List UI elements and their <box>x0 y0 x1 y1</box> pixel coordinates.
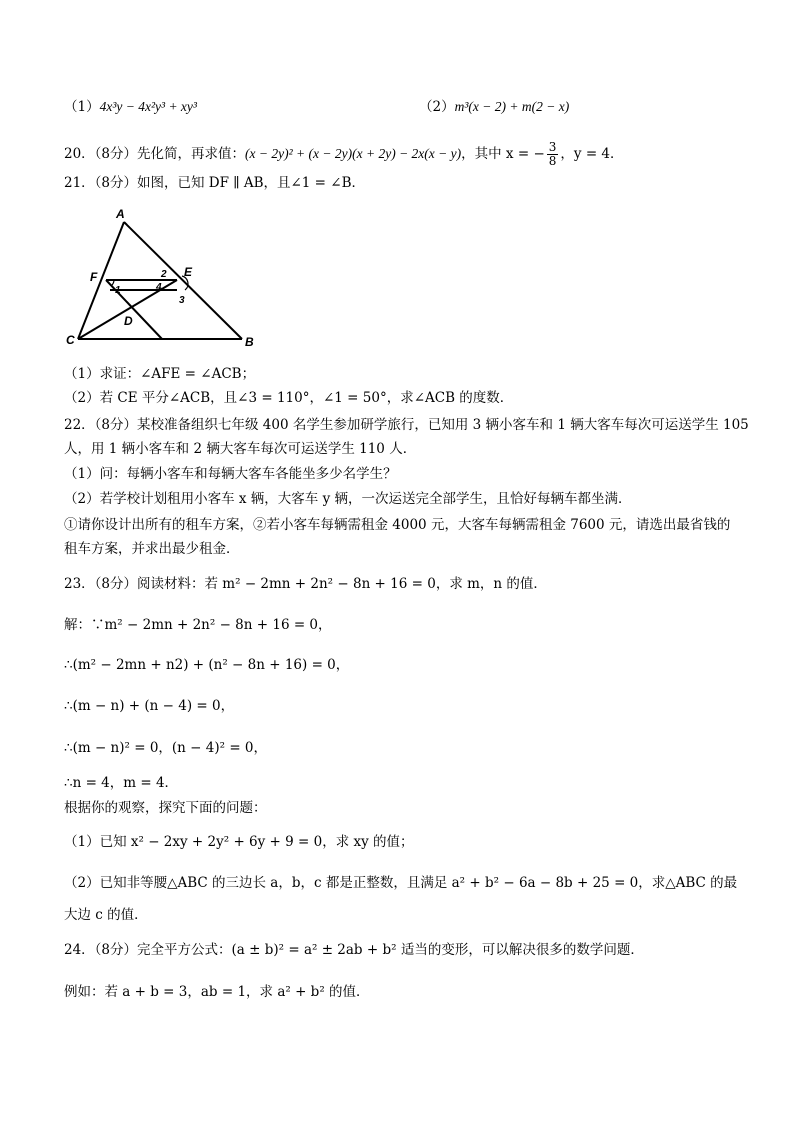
angle-label-1: 1 <box>115 285 121 296</box>
q23-part2-line1: （2）已知非等腰△ABC 的三边长 a，b，c 都是正整数，且满足 a² + b² − 6a − 8b + 25 = 0，求△ABC 的最 <box>64 875 738 891</box>
q19-part2-expression: m³(x − 2) + m(2 − x) <box>454 99 570 114</box>
q22-part2: （2）若学校计划租用小客车 x 辆，大客车 y 辆，一次运送完全部学生，且恰好每辆车都坐满． <box>64 491 632 507</box>
q19-part1-expression: 4x³y − 4x²y³ + xy³ <box>99 99 197 114</box>
point-B: B <box>245 335 254 349</box>
q21-triangle-figure <box>64 204 270 354</box>
q22-part3-line2: 租车方案，并求出最少租金． <box>64 541 240 557</box>
angle-label-4: 4 <box>156 282 162 293</box>
q24-title: 24．（8分）完全平方公式：(a ± b)² = a² ± 2ab + b² 适当的变形，可以解决很多的数学问题． <box>64 942 644 958</box>
q23-solution-step5: ∴n = 4，m = 4． <box>64 775 179 791</box>
q20-fraction <box>547 141 559 168</box>
q23-solution-step4: ∴(m − n)² = 0，(n − 4)² = 0， <box>64 740 268 756</box>
q19-line <box>64 98 570 116</box>
question-20 <box>64 141 624 168</box>
q20-condition: ，其中 x = − <box>461 146 545 162</box>
q22-part1: （1）问：每辆小客车和每辆大客车各能坐多少名学生？ <box>64 466 397 482</box>
q23-part2-line2: 大边 c 的值． <box>64 907 148 923</box>
q23-title: 23．（8分）阅读材料：若 m² − 2mn + 2n² − 8n + 16 = 0，求 m，n 的值． <box>64 576 547 592</box>
q23-solution-step1: 解：∵m² − 2mn + 2n² − 8n + 16 = 0， <box>64 617 332 633</box>
point-E: E <box>184 265 193 279</box>
q21-title: 21．（8分）如图，已知 DF ∥ AB，且∠1 = ∠B． <box>64 175 366 191</box>
q19-part2 <box>419 98 569 116</box>
point-F: F <box>90 270 98 284</box>
q20-condition-end: ，y = 4． <box>560 146 624 162</box>
q22-part3-line1: ①请你设计出所有的租车方案，②若小客车每辆需租金 4000 元，大客车每辆需租金 7600 元，请选出最省钱的 <box>64 517 731 533</box>
q23-instruction: 根据你的观察，探究下面的问题： <box>64 800 267 816</box>
q21-part2: （2）若 CE 平分∠ACB，且∠3 = 110°，∠1 = 50°，求∠ACB 的度数． <box>64 390 514 406</box>
point-A: A <box>116 207 125 221</box>
q19-part2-label: （2） <box>419 99 455 115</box>
q19-part1-label: （1） <box>64 99 100 115</box>
angle-label-2: 2 <box>161 269 167 280</box>
segment-CE <box>78 280 177 339</box>
q22-line1: 22．（8分）某校准备组织七年级 400 名学生参加研学旅行，已知用 3 辆小客车和 1 辆大客车每次可运送学生 105 <box>64 417 749 433</box>
q20-fraction-numerator: 3 <box>548 140 557 154</box>
q20-label: 20．（8分）先化简，再求值： <box>64 146 246 162</box>
q22-line2: 人，用 1 辆小客车和 2 辆大客车每次可运送学生 110 人． <box>64 441 417 457</box>
q23-solution-step3: ∴(m − n) + (n − 4) = 0， <box>64 698 235 714</box>
point-D: D <box>124 314 133 328</box>
q20-fraction-denominator: 8 <box>548 154 557 168</box>
point-C: C <box>66 333 75 347</box>
q20-expression: (x − 2y)² + (x − 2y)(x + 2y) − 2x(x − y) <box>245 146 462 161</box>
q21-part1: （1）求证：∠AFE = ∠ACB； <box>64 366 256 382</box>
q23-solution-step2: ∴(m² − 2mn + n2) + (n² − 8n + 16) = 0， <box>64 657 350 673</box>
q24-example: 例如：若 a + b = 3，ab = 1，求 a² + b² 的值． <box>64 984 370 1000</box>
angle-label-3: 3 <box>179 295 185 306</box>
q23-part1: （1）已知 x² − 2xy + 2y² + 6y + 9 = 0，求 xy 的值； <box>64 834 414 850</box>
